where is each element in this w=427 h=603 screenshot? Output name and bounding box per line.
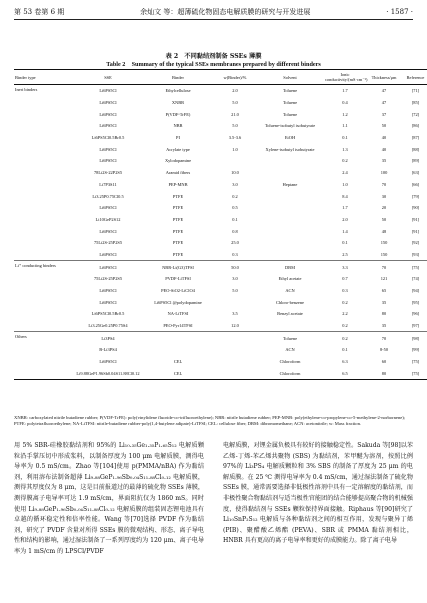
table-cell: [99]	[411, 347, 420, 353]
table-cell: [74]	[411, 276, 420, 282]
table-cell: 0.1	[342, 347, 348, 353]
table-row	[14, 108, 427, 120]
table-row	[14, 167, 427, 179]
table-cell: Li6PS5Cl	[99, 299, 117, 305]
table-cell: [96]	[411, 311, 420, 317]
table-cell: [88]	[411, 146, 420, 152]
table-cell: Ethyl acetate	[278, 276, 302, 282]
table-row	[14, 132, 427, 144]
table-cell: 70	[366, 332, 402, 344]
table-cell: Chloroform	[279, 359, 301, 365]
table-cell: Li6PS5Cl	[99, 359, 117, 365]
table-cell: PVDF-LiTFSI	[165, 276, 191, 282]
col-header: Ionic conductivity/(mS·cm⁻¹)	[325, 72, 368, 82]
table-header-row	[14, 70, 427, 85]
table-cell: Toluene	[282, 100, 298, 106]
table-cell: 0.5	[232, 205, 238, 211]
table-cell: 65	[381, 288, 387, 294]
table-cell: 30	[381, 193, 387, 199]
table-cell: 0.1	[342, 240, 348, 246]
table-cell: 47	[381, 88, 387, 94]
table-cell: PTFE	[172, 205, 184, 211]
table-body	[14, 85, 427, 380]
table-cell: [89]	[411, 158, 420, 164]
table-caption-cn: 表 2 不同黏结剂制备 SSEs 薄膜	[165, 53, 262, 60]
table-cell: Li6PS5Cl	[74, 261, 142, 273]
table-cell: 2.0	[342, 216, 348, 222]
body-column-left: 用 5% SBR-硅橡胶黏结剂和 95%的 Li₁₀.₃₅Ge₁.₃₅P₁.₆₅S₁₂ 电解质颗粒沿手掌压切中形成浆料，以制备厚度为 100 μm 电解质膜，测得电导率为 0.5 mS/cm。Zhao 等[104]使用 p(PMMA/nBA) 作为黏结剂，利用溶布法制备超薄 Li₉.₈₈GeP₁.₉₆Sb₀.₀₄S₁₁.₈₈Cl₀.₁₂ 电解质膜，测得其厚度仅为 8 μm，这是目前报道过的最薄的硫化物 SSEs 薄膜，测得膜离子电导率可达 1.9 mS/cm，界面阻抗仅为 1860 mS。同时使用 Li₉.₈₈GeP₁.₉₆Sb₀.₀₄S₁₁.₈₈Cl₀.₁₂ 电解质膜的组装固态锂电池具有卓越的循环稳定性和倍率性能。Wang 等[70]选择 PVDF 作为黏结剂，研究了 PVDF 含量对所得 SSEs 膜的微观结构、形态、离子导电性和结构的影响，通过湿法制备了一系列厚度约为 120 μm、离子电导率为 1 mS/cm 的 LPSCl/PVDF	[14, 442, 204, 555]
table-cell	[214, 368, 256, 380]
table-cell: 2.4	[342, 170, 348, 176]
table-cell	[256, 225, 324, 237]
article-title: 余灿文 等：超薄硫化物固态电解质膜的研究与开发进展	[140, 8, 311, 16]
table-cell: [86]	[411, 123, 420, 129]
table-cell: ACN	[285, 347, 295, 353]
table-row	[14, 190, 427, 202]
binder-type-cell: Li⁺ conducting binders	[14, 261, 74, 332]
table-cell: Ethylcellulose	[165, 88, 191, 94]
table-cell: Toluene	[282, 111, 298, 117]
table-cell: 21.0	[231, 111, 239, 117]
table-cell	[256, 214, 324, 226]
table-cell: [91]	[411, 228, 420, 234]
binder-type-cell: Others	[14, 332, 74, 380]
table-cell: Li6PS5Cl	[99, 228, 117, 234]
table-cell: 1.0	[232, 146, 238, 152]
table-cell: Chloro-benzene	[275, 299, 305, 305]
table-cell: 75Li2S-25P2S5	[93, 240, 123, 246]
table-cell: 1.0	[342, 181, 348, 187]
table-cell: CEL	[173, 359, 183, 365]
table-cell: P(VDF-TrFE)	[165, 111, 191, 117]
table-cell: 70	[366, 261, 402, 273]
table-cell	[256, 190, 324, 202]
table-row	[14, 179, 427, 191]
table-cell: [75]	[411, 359, 420, 365]
table-cell: 10.0	[231, 170, 239, 176]
table-cell: 75Li2S-25P2S5	[93, 276, 123, 282]
table-cell: [98]	[402, 332, 427, 344]
table-cell: PTFE	[172, 193, 184, 199]
table-cell: Xylene-isobutyl isobutyrate	[265, 146, 315, 152]
table-cell: PTFE	[172, 216, 184, 222]
table-row	[14, 320, 427, 332]
table-cell: 8-50	[379, 347, 389, 353]
table-cell: Toluene	[256, 332, 324, 344]
table-cell: 35	[381, 158, 387, 164]
table-cell: 0.4	[342, 100, 348, 106]
table-row	[14, 344, 427, 356]
table-row	[14, 261, 427, 273]
table-cell: Toluene-isobutyl isobutyrate	[264, 123, 316, 129]
table-cell: 2.2	[342, 311, 348, 317]
table-cell: 121	[380, 276, 388, 282]
table-cell	[142, 344, 214, 356]
table-cell: Li7P3S11	[99, 181, 117, 187]
body-column-right: 电解质膜，对锂金属负极具有较好的接触稳定性。Sakuda 等[98]以苯乙烯-丁烯-苯乙烯共聚物 (SBS) 为黏结剂，苯甲醚为溶剂，按照比例 97%的 Li₃PS₄ 电解质颗粒和 3% SBS 的制备了厚度为 25 μm 的电解质膜。在 25 ℃ 测得电导率为 0.4 mS/cm，通过湿法制备了硫化物 SSEs 膜，通常需要选择非低极性溶剂中具有一定溶解度的黏结剂，而非极性聚合物黏结剂与适当极性官能团的结合能够提高聚合物的机械强度，使得黏结剂与 SSEs 颗粒保持界面接触。Riphaus 等[90]研究了 Li₁₀SnP₂S₁₂ 电解质与各种黏结剂之间的相互作用，发现与聚异丁烯 (PIB)、聚醋酸乙烯酯 (PEVA)、SBR 或 PMMA 黏结剂相比，HNBR 具有更高的离子电导率和更好的成膜能力。除了离子电导	[223, 442, 413, 545]
table-cell: [72]	[411, 111, 420, 117]
col-header: w(Binder)/%	[223, 74, 247, 80]
table-cell: 60	[381, 359, 387, 365]
table-cell: 40	[381, 146, 387, 152]
table-cell: 40	[381, 135, 387, 141]
table-cell: 1.2	[342, 111, 348, 117]
header-rule	[14, 19, 413, 20]
table-cell	[214, 332, 256, 344]
table-row	[14, 308, 427, 320]
table-cell: 150	[380, 251, 388, 257]
running-header	[14, 6, 413, 18]
table-cell: 1.7	[342, 205, 348, 211]
table-cell: 0.2	[342, 158, 348, 164]
table-cell: [97]	[411, 323, 420, 329]
table-cell: PTFE	[172, 240, 184, 246]
table-cell: 1.3	[342, 146, 348, 152]
table-cell: [75]	[411, 370, 420, 376]
table-cell: Li6PS5Cl	[99, 288, 117, 294]
table-cell: 80	[381, 370, 387, 376]
table-cell: 50	[381, 123, 387, 129]
table-cell: 3.0	[232, 276, 238, 282]
table-cell: [94]	[411, 288, 420, 294]
table-cell: PEO-SiO2-LiClO4	[161, 288, 195, 294]
table-cell: 35	[381, 323, 387, 329]
table-cell: Li6PS5Cl0.5Br0.5	[91, 311, 125, 317]
table-cell: Li6PS5Cl	[99, 158, 117, 164]
table-cell: Li3.25P0.75Cl0.5	[92, 193, 124, 199]
table-cell: Li6PS5Cl	[99, 205, 117, 211]
table-cell: PI	[176, 135, 180, 141]
table-row	[14, 225, 427, 237]
table-cell: 5.0	[232, 123, 238, 129]
binder-type-cell: Inert binders	[15, 87, 38, 92]
table-cell: [75]	[402, 261, 427, 273]
table-row	[14, 214, 427, 226]
table-row	[14, 237, 427, 249]
table-cell: 5.0	[232, 100, 238, 106]
table-cell	[214, 296, 256, 308]
col-header: Thickness/μm	[371, 74, 397, 80]
table-cell: Toluene	[282, 88, 298, 94]
table-cell: 1.1	[342, 123, 348, 129]
table-cell: [66]	[411, 181, 420, 187]
table-cell: Li6PS5Cl	[99, 146, 117, 152]
table-cell	[256, 202, 324, 214]
table-cell	[142, 332, 214, 344]
table-cell: Li10GeP2S12	[95, 216, 121, 222]
table-cell: 6.3	[342, 359, 348, 365]
table-cell: 0.1	[342, 135, 348, 141]
table-cell: EtOH	[284, 135, 296, 141]
table-cell: 48	[381, 228, 387, 234]
table-cell: 35	[381, 299, 387, 305]
table-cell: 78Li2S-22P2S5	[93, 170, 123, 176]
table-cell: Li6PS5Cl	[99, 251, 117, 257]
table-cell: 3.0	[232, 181, 238, 187]
table-cell: [63]	[411, 170, 420, 176]
table-cell: 3.5-3.6	[228, 135, 242, 141]
table-cell: 0.2	[342, 323, 348, 329]
table-cell: Li9.88GeP1.96Sb0.04S11.88Cl0.12	[76, 370, 140, 376]
table-row	[14, 143, 427, 155]
col-header: Reference	[406, 74, 425, 80]
table-cell: 6.5	[342, 370, 348, 376]
table-cell: PTFE	[172, 251, 184, 257]
table-cell: NA-LiTFSI	[167, 311, 189, 317]
table-cell	[214, 344, 256, 356]
table-cell	[256, 249, 324, 261]
table-cell: 2.5	[342, 251, 348, 257]
table-cell	[214, 356, 256, 368]
table-cell: 37	[381, 111, 387, 117]
table-cell: ACN	[285, 288, 295, 294]
table-row	[14, 202, 427, 214]
table-cell: NBR-Li(G3)TFSI	[142, 261, 214, 273]
table-cell: Li6PS5Cl0.5Br0.5	[91, 135, 125, 141]
table-cell	[256, 155, 324, 167]
table-cell: 5.0	[232, 288, 238, 294]
table-cell: [87]	[411, 135, 420, 141]
table-cell: 47	[381, 100, 387, 106]
table-cell: Heptane	[282, 181, 298, 187]
table-cell	[214, 155, 256, 167]
table-cell: Aramid fibers	[165, 170, 191, 176]
binders-table	[14, 69, 427, 380]
table-cell: 150	[380, 240, 388, 246]
table-cell: [90]	[411, 205, 420, 211]
table-cell: 0.3	[342, 288, 348, 294]
table-row	[14, 85, 427, 97]
table-cell: 1.7	[342, 88, 348, 94]
table-cell: 0.2	[324, 332, 366, 344]
table-cell: 50.0	[214, 261, 256, 273]
table-cell: 0.2	[342, 299, 348, 305]
table-cell: Li6PS5Cl	[99, 88, 117, 94]
table-cell: B-Li3PS4	[99, 347, 117, 353]
table-cell: 25.0	[231, 240, 239, 246]
table-cell: XNBR	[171, 100, 185, 106]
table-cell: Li6PS5Cl	[99, 100, 117, 106]
table-row	[14, 332, 427, 344]
table-cell: [71]	[411, 88, 420, 94]
table-cell: [92]	[411, 240, 420, 246]
col-header: Solvent	[283, 74, 297, 80]
table-caption-en: Table 2 Summary of the typical SSEs membranes prepared by different binders	[106, 61, 321, 68]
table-cell: [79]	[411, 193, 420, 199]
table-row	[14, 155, 427, 167]
table-footnote: XNBR: carboxylated nitrile butadiene rubber; P(VDF-TrFE): poly(vinylidene fluoride-co-trifluoroethylene); NBR: nitrile butadiene rubber; PEP-MNB: poly(ethylene-co-propylene-co-5-methylene-2-norbornene); PTFE: polytetrafluoroethylene; NA-LiTFSI: nitrile-butadiene rubber-poly(1,4-butylene adipate)-LiTFSI; CEL: cellulose fiber; DBM: dibromomethane; ACN: acetonitrile; w: Mass fraction.	[14, 415, 406, 427]
table-cell: 0.7	[342, 276, 348, 282]
table-cell: Acrylate type	[166, 146, 190, 152]
table-cell: Chloroform	[279, 370, 301, 376]
table-cell: 80	[381, 311, 387, 317]
table-cell: 0.1	[232, 216, 238, 222]
table-cell: Li6PS5Cl @polydopamine	[154, 299, 202, 305]
col-header: SSE	[104, 74, 112, 80]
col-header: Binder	[172, 74, 184, 80]
table-cell: 8.4	[342, 193, 348, 199]
table-cell: CEL	[173, 370, 183, 376]
table-cell: Benzyl acetate	[277, 311, 303, 317]
table-cell: PEO-Pyr14TFSI	[163, 323, 193, 329]
table-cell: Li3.25Ge0.25P0.75S4	[88, 323, 128, 329]
table-cell: [91]	[411, 216, 420, 222]
table-cell: PEP-MNB	[168, 181, 188, 187]
table-cell: 0.8	[232, 228, 238, 234]
table-cell: 50	[381, 216, 387, 222]
table-cell	[256, 237, 324, 249]
table-row	[14, 296, 427, 308]
table-row	[14, 273, 427, 285]
table-cell: NBR	[173, 123, 183, 129]
table-row	[14, 97, 427, 109]
table-cell: 0.3	[232, 251, 238, 257]
table-cell	[256, 167, 324, 179]
table-cell: DBM	[256, 261, 324, 273]
table-cell: PTFE	[172, 228, 184, 234]
table-cell: 3.3	[324, 261, 366, 273]
table-row	[14, 368, 427, 380]
table-cell: [85]	[411, 100, 420, 106]
table-cell: 100	[380, 170, 388, 176]
page-number: · 1587 ·	[386, 8, 413, 16]
table-cell: 0.2	[232, 193, 238, 199]
table-row	[14, 120, 427, 132]
table-cell: Xylodopamine	[164, 158, 192, 164]
table-cell: 12.0	[231, 323, 239, 329]
table-cell: Li3PS4	[74, 332, 142, 344]
table-row	[14, 249, 427, 261]
table-row	[14, 356, 427, 368]
journal-volume: 第 53 卷第 6 期	[14, 8, 65, 16]
table-cell: 3.5	[232, 311, 238, 317]
table-cell: 70	[381, 181, 387, 187]
table-cell: 20	[381, 205, 387, 211]
col-header: Binder type	[15, 74, 36, 80]
table-cell: Li6PS5Cl	[99, 123, 117, 129]
table-row	[14, 285, 427, 297]
table-cell: Li6PS5Cl	[99, 111, 117, 117]
table-cell: [93]	[411, 251, 420, 257]
table-cell: [95]	[411, 299, 420, 305]
table-cell: 2.0	[232, 88, 238, 94]
table-cell	[256, 320, 324, 332]
table-cell: 1.4	[342, 228, 348, 234]
